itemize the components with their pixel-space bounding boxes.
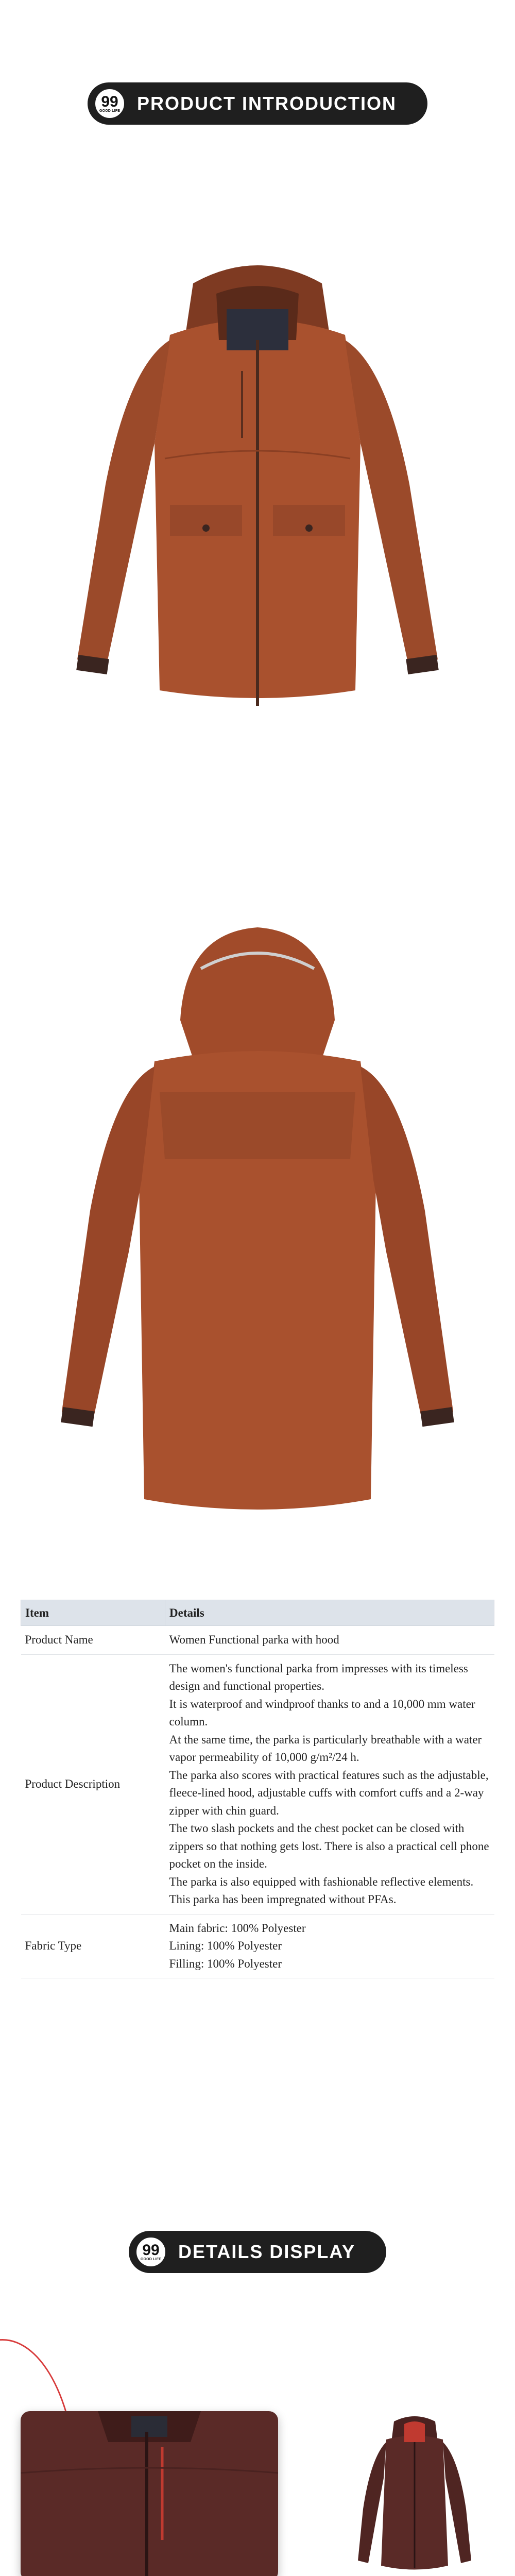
row-value xyxy=(165,1914,494,1978)
jacket-burgundy-full xyxy=(345,2411,484,2576)
brand-logo xyxy=(94,88,126,120)
brand-logo-text: GOOD LIFE xyxy=(140,2257,162,2261)
jacket-front-photo xyxy=(0,216,515,804)
section-title: PRODUCT INTRODUCTION xyxy=(137,93,397,114)
row-key: Product Description xyxy=(21,1654,165,1914)
row-value-line: The parka is also equipped with fashionable reflective elements. This parka has been impregnated without PFAs. xyxy=(169,1875,474,1906)
brand-logo xyxy=(135,2236,167,2268)
row-value xyxy=(165,1626,494,1655)
section-header-product-introduction xyxy=(88,82,427,125)
column-header-item: Item xyxy=(21,1600,165,1626)
row-value-line: Main fabric: 100% Polyester xyxy=(169,1921,306,1935)
brand-logo-number: 99 xyxy=(101,93,118,110)
table-header-row xyxy=(21,1600,494,1626)
burgundy-collar-image xyxy=(21,2411,278,2576)
row-value-line: Women Functional parka with hood xyxy=(169,1633,339,1646)
row-value-line: The two slash pockets and the chest pocket can be closed with zippers so that nothing gets lost. There is also a practical cell phone pocket on the inside. xyxy=(169,1822,489,1870)
table-row xyxy=(21,1914,494,1978)
brand-logo-number: 99 xyxy=(142,2241,160,2259)
row-value xyxy=(165,1654,494,1914)
row-key: Fabric Type xyxy=(21,1914,165,1978)
row-value-line: Filling: 100% Polyester xyxy=(169,1957,282,1970)
row-value-line: At the same time, the parka is particularly breathable with a water vapor permeability of 10,000 g/m²/24 h. xyxy=(169,1733,482,1764)
column-header-details: Details xyxy=(165,1600,494,1626)
row-value-line: It is waterproof and windproof thanks to and a 10,000 mm water column. xyxy=(169,1697,475,1728)
row-value-line: The women's functional parka from impresses with its timeless design and functional properties. xyxy=(169,1662,468,1692)
section-header-details-display xyxy=(129,2231,386,2273)
section-title: DETAILS DISPLAY xyxy=(178,2241,356,2262)
detail-closeup-burgundy xyxy=(21,2411,278,2576)
row-value-line: Lining: 100% Polyester xyxy=(169,1939,282,1952)
table-row xyxy=(21,1654,494,1914)
product-spec-table xyxy=(21,1600,494,1978)
table-row xyxy=(21,1626,494,1655)
row-value-line: The parka also scores with practical features such as the adjustable, fleece-lined hood, adjustable cuffs with comfort cuffs and a 2-way zipper with chin guard. xyxy=(169,1768,489,1817)
brand-logo-text: GOOD LIFE xyxy=(99,109,121,113)
row-key: Product Name xyxy=(21,1626,165,1655)
jacket-back-photo xyxy=(0,891,515,1535)
